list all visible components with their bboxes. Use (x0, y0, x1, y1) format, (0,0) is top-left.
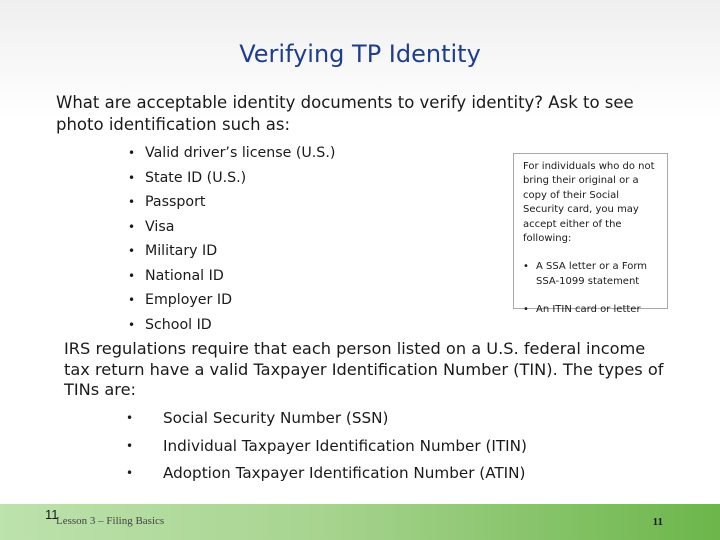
list-item: • An ITIN card or letter (523, 303, 661, 317)
list-item: • State ID (U.S.) (128, 166, 335, 191)
list-item: • National ID (128, 264, 335, 289)
list-item: • Employer ID (128, 288, 335, 313)
list-item: • Adoption Taxpayer Identification Number (ATIN) (126, 460, 527, 488)
irs-paragraph: IRS regulations require that each person listed on a U.S. federal income tax return have a valid Taxpayer Identification Number (TIN). The types of TINs are: (64, 339, 664, 399)
intro-paragraph: What are acceptable identity documents to verify identity? Ask to see photo identification such as: (56, 93, 634, 134)
note-intro: For individuals who do not bring their original or a copy of their Social Security card, you may accept either of the following: (523, 161, 655, 245)
list-item: • Passport (128, 190, 335, 215)
identity-documents-list (128, 141, 335, 337)
lesson-label: Lesson 3 – Filing Basics (56, 515, 165, 527)
slide-title: Verifying TP Identity (239, 40, 481, 68)
slide-number-left: 11 (45, 507, 59, 522)
slide-number-right: 11 (652, 516, 663, 528)
note-list (523, 260, 661, 317)
list-item: • Military ID (128, 239, 335, 264)
list-item: • Valid driver’s license (U.S.) (128, 141, 335, 166)
tin-types-list (126, 405, 527, 488)
list-item: • School ID (128, 313, 335, 338)
list-item: • Individual Taxpayer Identification Number (ITIN) (126, 433, 527, 461)
list-item: • Visa (128, 215, 335, 240)
list-item: • Social Security Number (SSN) (126, 405, 527, 433)
social-security-note-box (513, 153, 668, 316)
list-item: • A SSA letter or a Form SSA-1099 statement (523, 260, 661, 289)
